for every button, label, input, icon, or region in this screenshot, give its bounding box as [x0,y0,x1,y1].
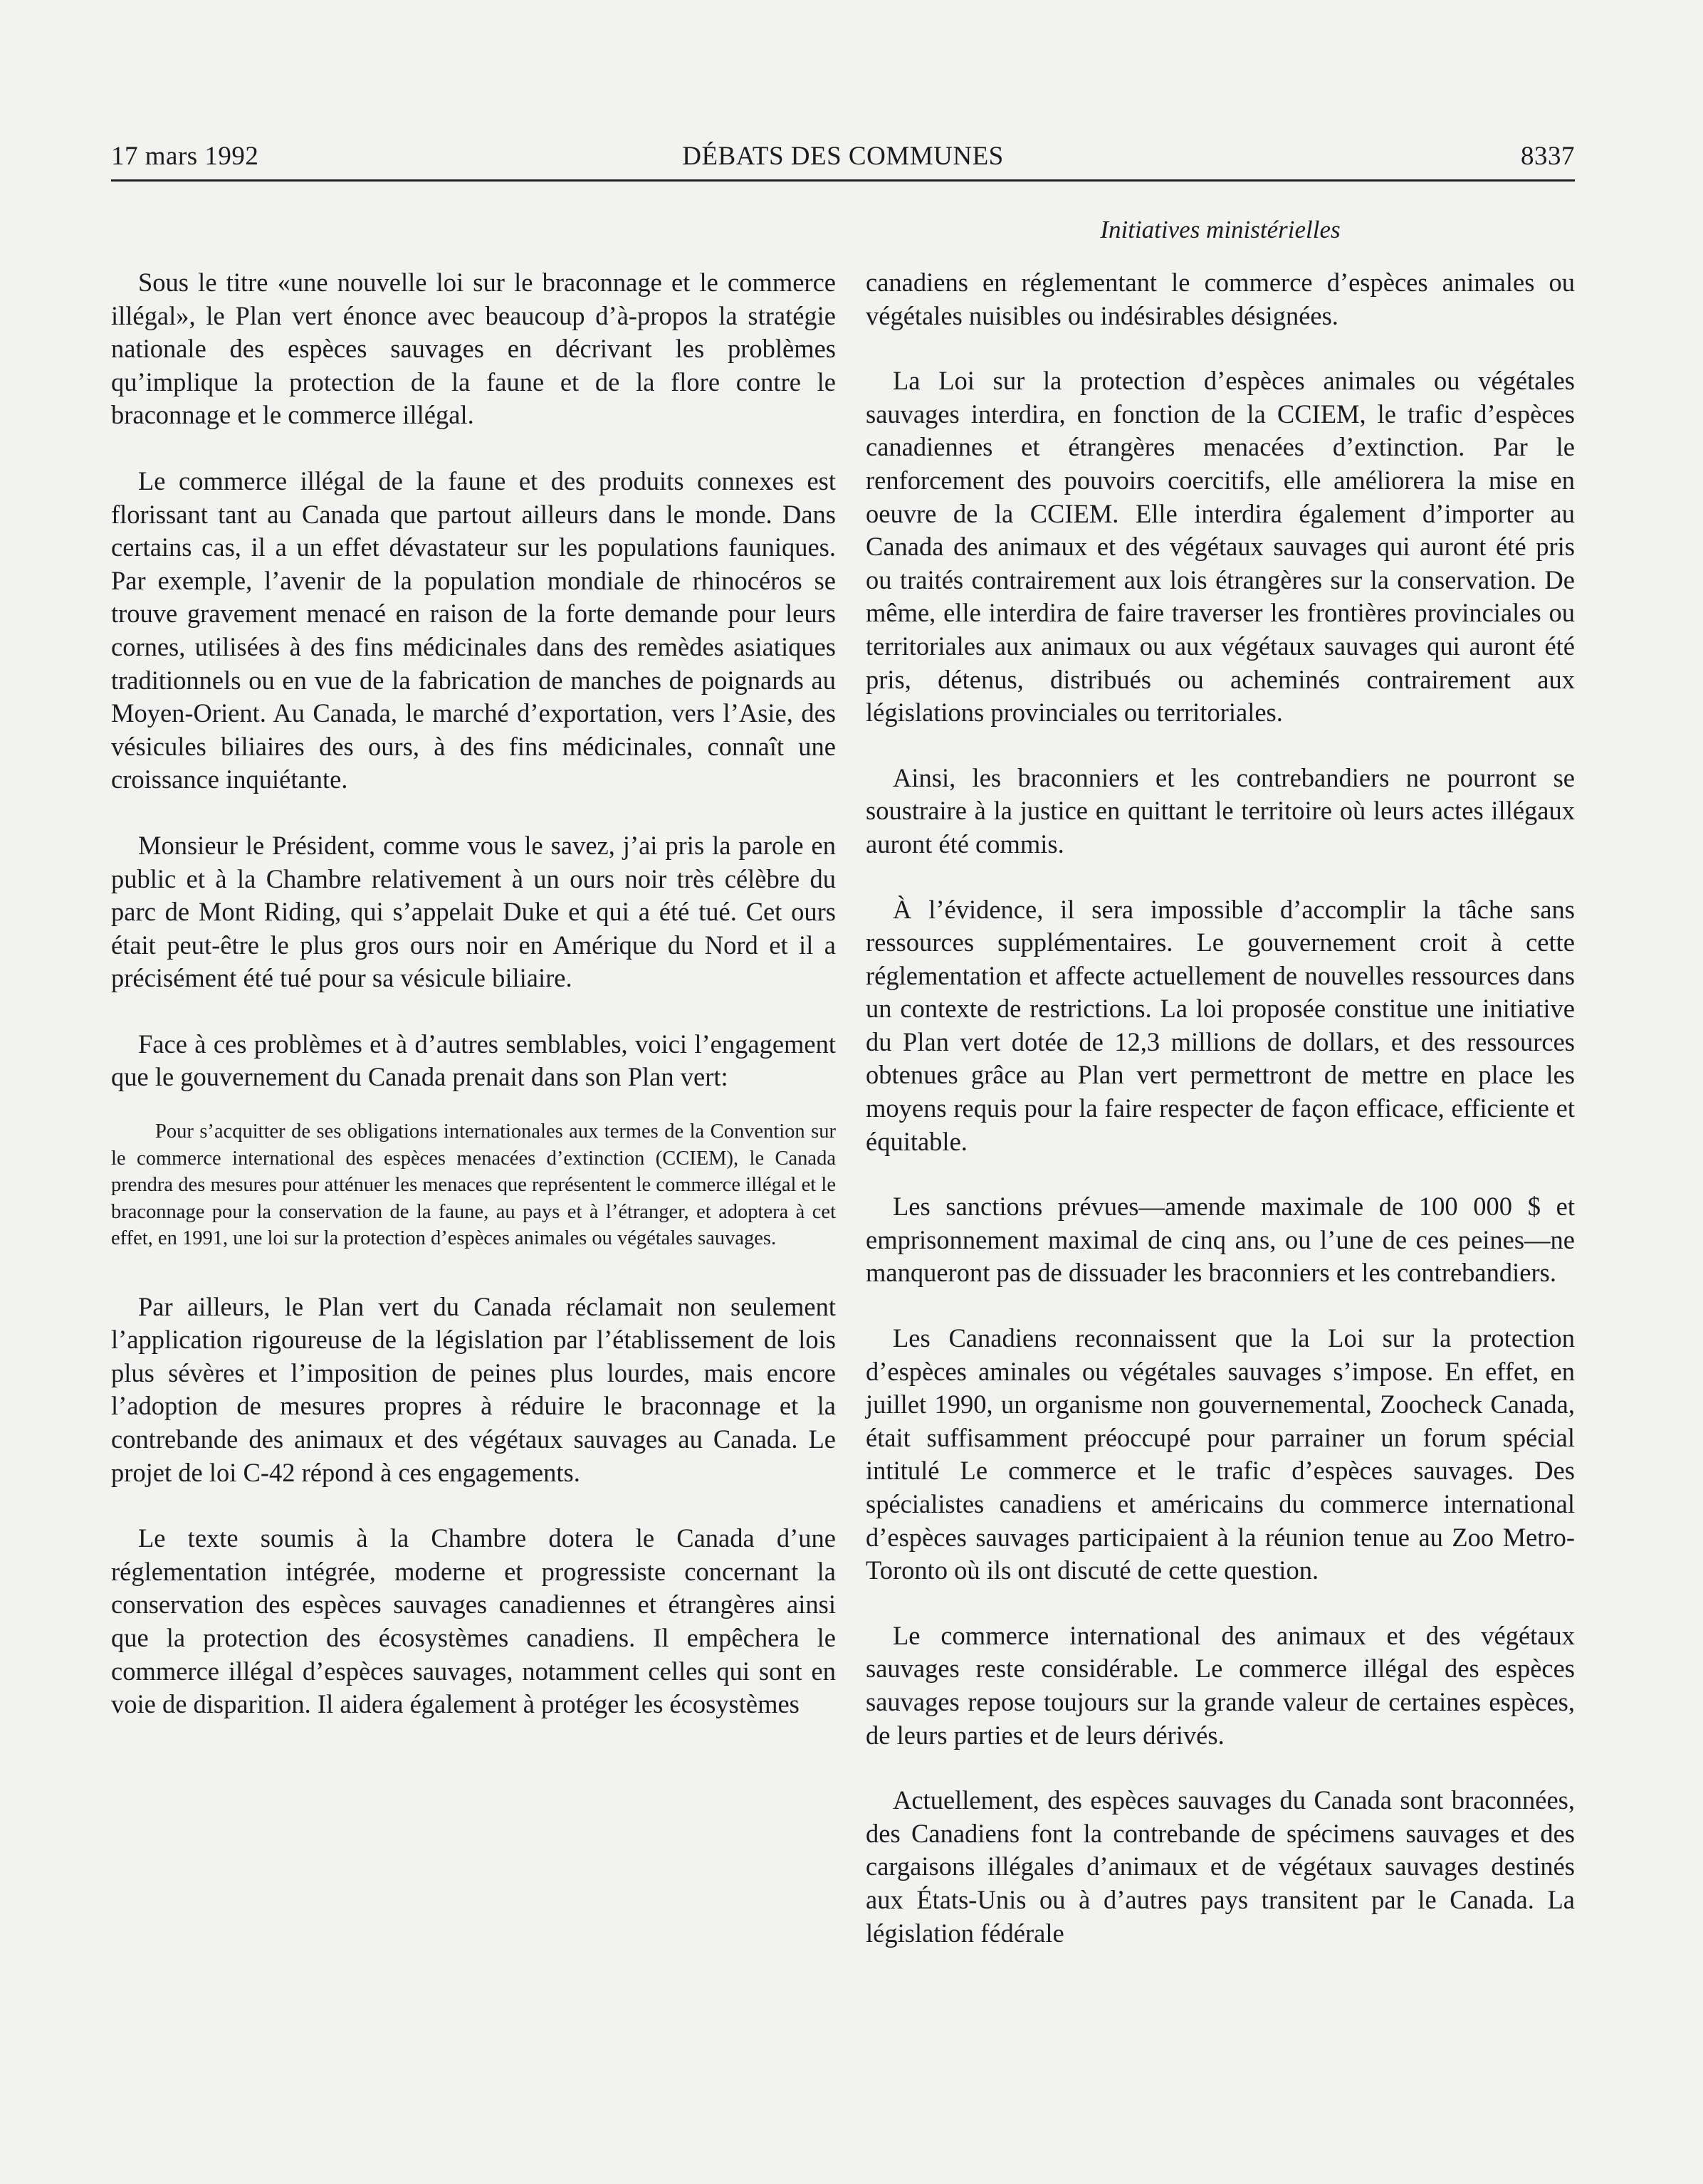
header-page-number: 8337 [1521,142,1575,171]
paragraph: Le texte soumis à la Chambre dotera le Canada d’une réglementation intégrée, moderne et progressiste concernant la conservation des espèces sauvages canadiennes et étrangères ainsi que la protection des écosystèmes canadiens. Il empêchera le commerce illégal d’espèces sauvages, notamment celles qui sont en voie de disparition. Il aidera également à protéger les écosystèmes [111,1523,836,1719]
paragraph: Par ailleurs, le Plan vert du Canada réclamait non seulement l’application rigoureuse de la législation par l’établissement de lois plus sévères et l’imposition de peines plus lourdes, mais encore l’adoption de mesures propres à réduire le braconnage et la contrebande des animaux et des végétaux sauvages au Canada. Le projet de loi C-42 répond à ces engagements. [111,1291,836,1487]
paragraph: Les sanctions prévues—amende maximale de 100 000 $ et emprisonnement maximal de cinq ans, ou l’une de ces peines—ne manqueront pas de dissuader les braconniers et les contrebandiers. [866,1192,1575,1288]
header-title: DÉBATS DES COMMUNES [682,142,1004,171]
paragraph: Monsieur le Président, comme vous le savez, j’ai pris la parole en public et à la Chambre relativement à un ours noir très célèbre du parc de Mont Riding, qui s’appelait Duke et qui a été tué. Cet ours était peut-être le plus gros ours noir en Amérique du Nord et il a précisément été tué pour sa vésicule biliaire. [111,830,836,993]
right-column [866,266,1575,1982]
left-column [111,266,836,1754]
header-date: 17 mars 1992 [111,142,259,171]
paragraph: Le commerce international des animaux et des végétaux sauvages reste considérable. Le commerce illégal des espèces sauvages repose toujours sur la grande valeur de certaines espèces, de leurs parties et de leurs dérivés. [866,1620,1575,1750]
block-quote: Pour s’acquitter de ses obligations internationales aux termes de la Convention sur le commerce international des espèces menacées d’extinction (CCIEM), le Canada prendra des mesures pour atténuer les menaces que représentent le commerce illégal et le braconnage pour la conservation de la faune, au pays et à l’étranger, et adoptera à cet effet, en 1991, une loi sur la protection d’espèces animales ou végétales sauvages. [111,1120,836,1250]
paragraph: Les Canadiens reconnaissent que la Loi sur la protection d’espèces aminales ou végétales sauvages s’impose. En effet, en juillet 1990, un organisme non gouvernemental, Zoocheck Canada, était suffisamment préoccupé pour parrainer un forum spécial intitulé Le commerce et le trafic d’espèces sauvages. Des spécialistes canadiens et américains du commerce international d’espèces sauvages participaient à la réunion tenue au Zoo Metro-Toronto où ils ont discuté de cette question. [866,1323,1575,1585]
paragraph: Le commerce illégal de la faune et des produits connexes est florissant tant au Canada que partout ailleurs dans le monde. Dans certains cas, il a un effet dévastateur sur les populations fauniques. Par exemple, l’avenir de la population mondiale de rhinocéros se trouve gravement menacé en raison de la forte demande pour leurs cornes, utilisées à des fins médicinales dans des remèdes asiatiques traditionnels ou en vue de la fabrication de manches de poignards au Moyen-Orient. Au Canada, le marché d’exportation, vers l’Asie, des vésicules biliaires des ours, à des fins médicinales, connaît une croissance inquiétante. [111,466,836,794]
paragraph: À l’évidence, il sera impossible d’accomplir la tâche sans ressources supplémentaires. Le gouvernement croit à cette réglementation et affecte actuellement de nouvelles ressources dans un contexte de restrictions. La loi proposée constitue une initiative du Plan vert dotée de 12,3 millions de dollars, et des ressources obtenues grâce au Plan vert permettront de mettre en place les moyens requis pour la faire respecter de façon efficace, efficiente et équitable. [866,894,1575,1156]
section-label: Initiatives ministérielles [1100,216,1341,243]
paragraph: Face à ces problèmes et à d’autres semblables, voici l’engagement que le gouvernement du Canada prenait dans son Plan vert: [111,1029,836,1092]
paragraph: La Loi sur la protection d’espèces animales ou végétales sauvages interdira, en fonction de la CCIEM, le trafic d’espèces canadiennes et étrangères menacées d’extinction. Par le renforcement des pouvoirs coercitifs, elle améliorera la mise en oeuvre de la CCIEM. Elle interdira également d’importer au Canada des animaux et des végétaux sauvages qui auront été pris ou traités contrairement aux lois étrangères sur la conservation. De même, elle interdira de faire traverser les frontières provinciales ou territoriales aux animaux ou aux végétaux sauvages qui auront été pris, détenus, distribués ou acheminés contrairement aux législations provinciales ou territoriales. [866,366,1575,728]
paragraph: Ainsi, les braconniers et les contrebandiers ne pourront se soustraire à la justice en quittant le territoire où leurs actes illégaux auront été commis. [866,762,1575,859]
paragraph: Actuellement, des espèces sauvages du Canada sont braconnées, des Canadiens font la contrebande de spécimens sauvages et des cargaisons illégales d’animaux et de végétaux sauvages destinés aux États-Unis ou à d’autres pays transitent par le Canada. La législation fédérale [866,1785,1575,1948]
paragraph: Sous le titre «une nouvelle loi sur le braconnage et le commerce illégal», le Plan vert énonce avec beaucoup d’à-propos la stratégie nationale des espèces sauvages en décrivant les problèmes qu’implique la protection de la faune et de la flore contre le braconnage et le commerce illégal. [111,268,836,430]
paragraph-continuation: canadiens en réglementant le commerce d’espèces animales ou végétales nuisibles ou indésirables désignées. [866,268,1575,330]
page-header [111,140,1575,182]
